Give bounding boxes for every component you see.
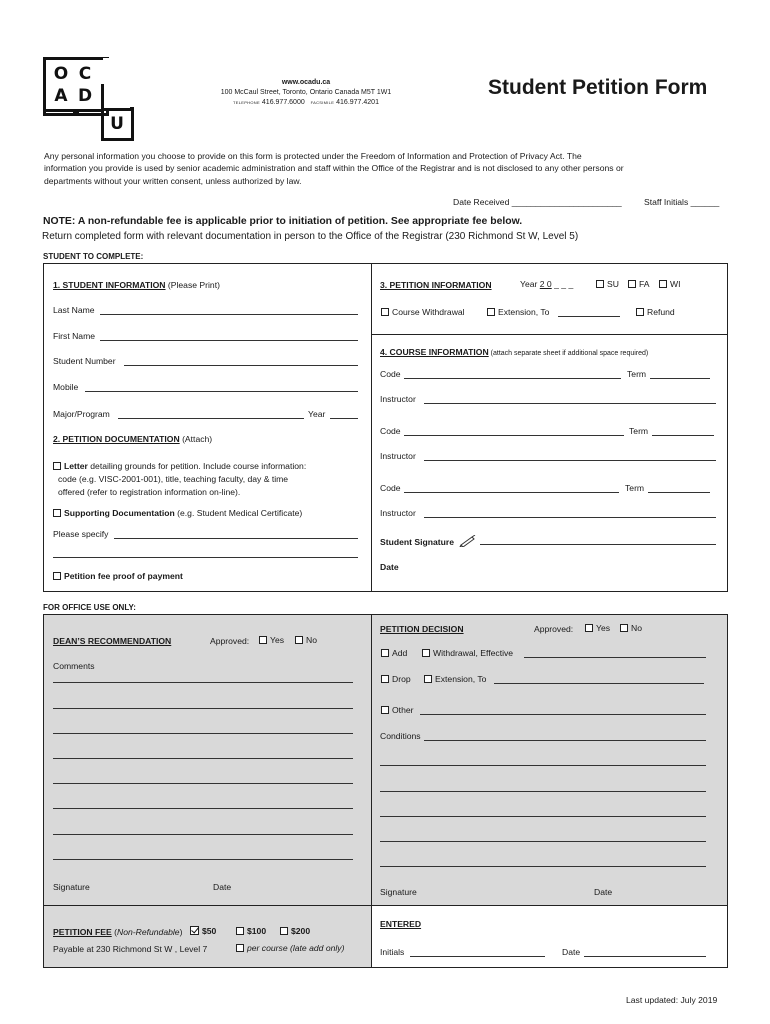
student-number-label: Student Number xyxy=(53,356,116,366)
course-withdrawal-option[interactable] xyxy=(381,307,465,317)
decision-extension-input[interactable] xyxy=(494,683,704,684)
major-input[interactable] xyxy=(118,418,304,419)
extension-checkbox[interactable] xyxy=(487,308,495,316)
letter-label: Letter xyxy=(64,461,88,471)
petition-doc-title: 2. PETITION DOCUMENTATION xyxy=(53,434,180,444)
extension-option[interactable] xyxy=(487,307,549,317)
add-option[interactable] xyxy=(381,648,407,658)
please-specify-label: Please specify xyxy=(53,529,109,539)
conditions-line-6[interactable] xyxy=(380,866,706,867)
dean-no-checkbox[interactable] xyxy=(295,636,303,644)
drop-option[interactable] xyxy=(381,674,411,684)
phone-fax xyxy=(176,98,436,108)
petition-year-blank: _ _ _ xyxy=(554,279,574,289)
term-fa-label: FA xyxy=(639,279,650,289)
fee-50-checkbox-checked[interactable] xyxy=(190,926,199,935)
course-info-note: (attach separate sheet if additional space required) xyxy=(488,350,649,357)
decision-yes-label: Yes xyxy=(596,623,611,633)
student-signature-text: Student Signature xyxy=(380,537,455,547)
code-input-2[interactable] xyxy=(404,435,624,436)
refund-option[interactable] xyxy=(636,307,675,317)
refund-checkbox[interactable] xyxy=(636,308,644,316)
student-info-note: (Please Print) xyxy=(165,280,220,290)
comment-line-6[interactable] xyxy=(53,808,353,809)
last-updated: Last updated: July 2019 xyxy=(626,995,718,1005)
letter-description: detailing grounds for petition. Include course information: xyxy=(87,461,307,471)
fee-100-checkbox[interactable] xyxy=(236,927,244,935)
staff-initials-field[interactable]: Staff Initials ______ xyxy=(644,197,720,207)
term-label-1: Term xyxy=(627,369,647,379)
return-instructions: Return completed form with relevant documentation in person to the Office of the Registrar (230 Richmond St W, Level 5) xyxy=(42,231,579,242)
tel-label: TELEPHONE xyxy=(233,100,260,105)
instructor-input-3[interactable] xyxy=(424,517,716,518)
letter-checkbox[interactable] xyxy=(53,462,61,470)
conditions-line-3[interactable] xyxy=(380,791,706,792)
decision-extension-option[interactable] xyxy=(424,674,486,684)
fee-100-option[interactable] xyxy=(236,926,266,936)
decision-heading: PETITION DECISION xyxy=(380,624,464,634)
office-section-label: FOR OFFICE USE ONLY: xyxy=(43,603,136,612)
dean-no-option[interactable] xyxy=(295,635,317,645)
other-option[interactable] xyxy=(381,705,414,715)
code-label-3: Code xyxy=(380,483,401,493)
term-wi-checkbox[interactable] xyxy=(659,280,667,288)
student-info-heading xyxy=(53,280,220,290)
mobile-label: Mobile xyxy=(53,382,79,392)
entered-initials-input[interactable] xyxy=(410,956,545,957)
add-checkbox[interactable] xyxy=(381,649,389,657)
fee-note: NOTE: A non-refundable fee is applicable prior to initiation of petition. See appropriate fee below. xyxy=(43,216,523,227)
student-date-label: Date xyxy=(380,562,399,572)
per-course-label: per course (late add only) xyxy=(247,943,345,953)
withdrawal-checkbox[interactable] xyxy=(422,649,430,657)
fee-note-label: Non-Refundable xyxy=(116,927,180,937)
student-signature-input[interactable] xyxy=(480,544,716,545)
other-label: Other xyxy=(392,705,414,715)
drop-label: Drop xyxy=(392,674,411,684)
fax-label: FACSIMILE xyxy=(310,100,335,105)
term-wi-label: WI xyxy=(670,279,681,289)
term-su-label: SU xyxy=(607,279,619,289)
fee-heading: PETITION FEE (Non-Refundable) xyxy=(53,927,183,937)
last-name-label: Last Name xyxy=(53,305,95,315)
course-info-heading xyxy=(380,347,648,357)
last-name-input[interactable] xyxy=(100,314,358,315)
fee-200-option[interactable] xyxy=(280,926,310,936)
withdrawal-option[interactable] xyxy=(422,648,513,658)
instructor-input-1[interactable] xyxy=(424,403,716,404)
mobile-input[interactable] xyxy=(85,391,358,392)
logo-letter-a: A xyxy=(54,86,68,106)
term-label-2: Term xyxy=(629,426,649,436)
other-checkbox[interactable] xyxy=(381,706,389,714)
student-signature-label xyxy=(380,535,477,549)
dean-approved-label: Approved: xyxy=(210,636,250,646)
dean-date-label: Date xyxy=(213,882,232,892)
conditions-line-2[interactable] xyxy=(380,765,706,766)
decision-yes-option[interactable] xyxy=(585,623,610,633)
letter-line-3: offered (refer to registration information on-line). xyxy=(58,487,241,497)
petition-doc-heading xyxy=(53,434,212,444)
supporting-doc-option[interactable] xyxy=(53,508,302,518)
add-label: Add xyxy=(392,648,408,658)
term-fa-checkbox[interactable] xyxy=(628,280,636,288)
instructor-label-3: Instructor xyxy=(380,508,416,518)
entered-date-input[interactable] xyxy=(584,956,706,957)
student-section-label: STUDENT TO COMPLETE: xyxy=(43,252,144,261)
dean-yes-option[interactable] xyxy=(259,635,284,645)
supporting-doc-label: Supporting Documentation xyxy=(64,508,175,518)
supporting-doc-example: (e.g. Student Medical Certificate) xyxy=(174,508,303,518)
comment-line-4[interactable] xyxy=(53,758,353,759)
fee-proof-label: Petition fee proof of payment xyxy=(64,571,183,581)
dean-signature-label: Signature xyxy=(53,882,90,892)
comment-line-8[interactable] xyxy=(53,859,353,860)
decision-signature-label: Signature xyxy=(380,887,417,897)
petition-doc-note: (Attach) xyxy=(179,434,213,444)
first-name-label: First Name xyxy=(53,331,96,341)
major-label: Major/Program xyxy=(53,409,110,419)
term-wi-option[interactable] xyxy=(659,279,681,289)
logo-letter-u: U xyxy=(110,114,124,134)
comment-line-2[interactable] xyxy=(53,708,353,709)
privacy-notice xyxy=(44,150,704,187)
term-su-checkbox[interactable] xyxy=(596,280,604,288)
year-input[interactable] xyxy=(330,418,358,419)
code-input-1[interactable] xyxy=(404,378,621,379)
fee-200-label: $200 xyxy=(291,926,311,936)
term-fa-option[interactable] xyxy=(628,279,650,289)
student-info-title: 1. STUDENT INFORMATION xyxy=(53,280,166,290)
comment-line-5[interactable] xyxy=(53,783,353,784)
conditions-label: Conditions xyxy=(380,731,421,741)
comment-line-1[interactable] xyxy=(53,682,353,683)
dean-no-label: No xyxy=(306,635,317,645)
term-su-option[interactable] xyxy=(596,279,619,289)
petition-year-value: 2 0 xyxy=(539,279,552,289)
other-input[interactable] xyxy=(420,714,706,715)
pen-icon xyxy=(459,535,477,549)
dean-comments-label: Comments xyxy=(53,661,95,671)
fee-100-label: $100 xyxy=(247,926,267,936)
extension-date-input[interactable] xyxy=(558,316,620,317)
withdrawal-label: Withdrawal, Effective xyxy=(433,648,514,658)
fee-payable-text: Payable at 230 Richmond St W , Level 7 xyxy=(53,944,208,954)
dean-approved xyxy=(210,636,249,646)
petition-info-heading: 3. PETITION INFORMATION xyxy=(380,280,492,290)
instructor-label-2: Instructor xyxy=(380,451,416,461)
privacy-line-2: information you provide is used by senior academic administration and staff within the Office of the Registrar and is not disclosed to any other persons or xyxy=(44,163,624,174)
tel-number: 416.977.6000 xyxy=(261,99,305,106)
website: www.ocadu.ca xyxy=(281,79,331,86)
fee-50-label: $50 xyxy=(202,926,217,936)
term-label-3: Term xyxy=(625,483,645,493)
code-label-1: Code xyxy=(380,369,401,379)
please-specify-input-2[interactable] xyxy=(53,557,358,558)
decision-no-option[interactable] xyxy=(620,623,642,633)
per-course-option[interactable] xyxy=(236,943,344,953)
term-input-2[interactable] xyxy=(652,435,714,436)
first-name-input[interactable] xyxy=(100,340,358,341)
fee-proof-option[interactable] xyxy=(53,571,183,581)
conditions-input[interactable] xyxy=(424,740,706,741)
term-input-1[interactable] xyxy=(650,378,710,379)
supporting-doc-checkbox[interactable] xyxy=(53,509,61,517)
dean-recommendation-box xyxy=(43,614,372,906)
decision-yes-checkbox[interactable] xyxy=(585,624,593,632)
course-info-title: 4. COURSE INFORMATION xyxy=(380,347,489,357)
entered-initials-label: Initials xyxy=(380,947,405,957)
comment-line-3[interactable] xyxy=(53,733,353,734)
logo-letter-d: D xyxy=(77,86,93,106)
instructor-label-1: Instructor xyxy=(380,394,416,404)
letter-line-2: code (e.g. VISC-2001-001), title, teaching faculty, day & time xyxy=(58,474,289,484)
year-label: Year xyxy=(308,409,326,419)
fee-proof-checkbox[interactable] xyxy=(53,572,61,580)
please-specify-input[interactable] xyxy=(114,538,358,539)
petition-year[interactable] xyxy=(520,279,573,289)
logo-letter-c: C xyxy=(78,64,92,84)
code-label-2: Code xyxy=(380,426,401,436)
conditions-line-4[interactable] xyxy=(380,816,706,817)
petition-year-label: Year xyxy=(520,279,538,289)
entered-heading: ENTERED xyxy=(380,919,422,929)
fee-50-option[interactable] xyxy=(190,926,216,936)
term-input-3[interactable] xyxy=(648,492,710,493)
refund-label: Refund xyxy=(647,307,675,317)
dean-heading: DEAN’S RECOMMENDATION xyxy=(53,636,172,646)
letter-option[interactable] xyxy=(53,461,306,471)
privacy-line-1: Any personal information you choose to provide on this form is protected under the Freedom of Information and Protection of Privacy Act. The xyxy=(44,151,582,161)
dean-yes-checkbox[interactable] xyxy=(259,636,267,644)
street-address: 100 McCaul Street, Toronto, Ontario Canada M5T 1W1 xyxy=(220,89,392,96)
privacy-line-3: departments without your written consent, unless authorized by law. xyxy=(44,175,302,186)
dean-yes-label: Yes xyxy=(270,635,285,645)
address-block xyxy=(176,78,436,108)
drop-checkbox[interactable] xyxy=(381,675,389,683)
decision-date-label: Date xyxy=(594,887,613,897)
code-input-3[interactable] xyxy=(404,492,619,493)
fax-number: 416.977.4201 xyxy=(336,99,379,106)
decision-extension-label: Extension, To xyxy=(435,674,487,684)
instructor-input-2[interactable] xyxy=(424,460,716,461)
decision-extension-checkbox[interactable] xyxy=(424,675,432,683)
conditions-line-5[interactable] xyxy=(380,841,706,842)
fee-title: PETITION FEE xyxy=(53,927,112,937)
decision-no-checkbox[interactable] xyxy=(620,624,628,632)
decision-approved: Approved: xyxy=(534,624,574,634)
fee-200-checkbox[interactable] xyxy=(280,927,288,935)
student-number-input[interactable] xyxy=(124,365,358,366)
decision-no-label: No xyxy=(631,623,642,633)
date-received-field[interactable]: Date Received _______________________ xyxy=(453,197,622,207)
course-withdrawal-label: Course Withdrawal xyxy=(392,307,465,317)
comment-line-7[interactable] xyxy=(53,834,353,835)
entered-box xyxy=(371,905,728,968)
course-withdrawal-checkbox[interactable] xyxy=(381,308,389,316)
entered-date-label: Date xyxy=(562,947,581,957)
page-title: Student Petition Form xyxy=(488,76,708,99)
per-course-checkbox[interactable] xyxy=(236,944,244,952)
extension-label: Extension, To xyxy=(498,307,550,317)
withdrawal-date-input[interactable] xyxy=(524,657,706,658)
logo-letter-o: O xyxy=(53,64,69,84)
